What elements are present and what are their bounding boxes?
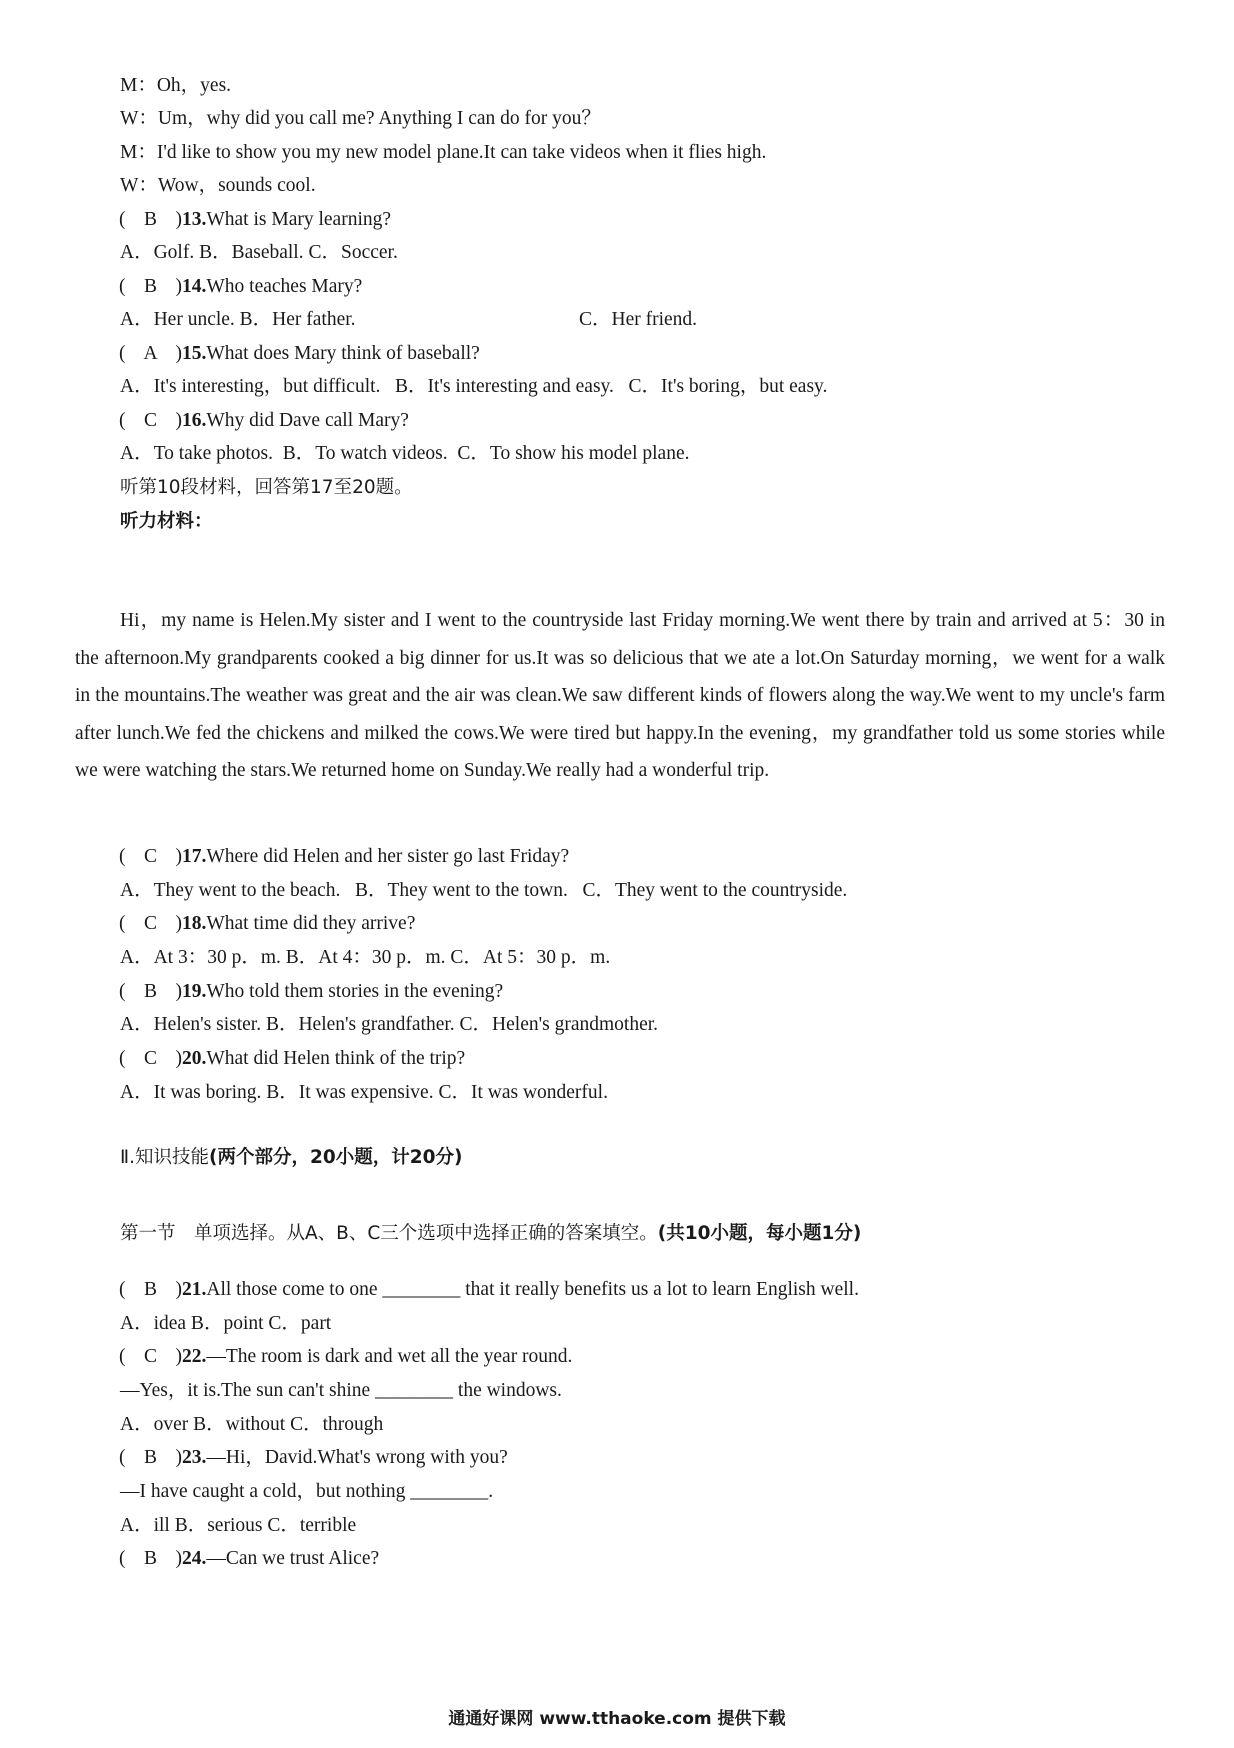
question-number: 13. [182,209,207,230]
question-23: ( B )23.—Hi，David.What's wrong with you? [119,1447,508,1468]
question-number: 23. [182,1447,207,1468]
question-15: ( A )15.What does Mary think of baseball? [119,343,480,364]
question-text: What does Mary think of baseball? [206,343,480,364]
listening-header: 听第10段材料，回答第17至20题。 [120,477,413,498]
question-text: All those come to one ________ that it really benefits us a lot to learn English well. [206,1279,859,1300]
options: A．It was boring. B．It was expensive. C．It was wonderful. [120,1082,608,1103]
question-14: ( B )14.Who teaches Mary? [119,276,363,297]
question-text: —Can we trust Alice? [206,1548,380,1569]
question-number: 17. [182,846,207,867]
question-number: 18. [182,913,207,934]
options: A．Golf. B．Baseball. C．Soccer. [120,242,398,263]
question-number: 16. [182,410,207,431]
page-footer: 通通好课网 www.tthaoke.com 提供下载 [448,1709,786,1729]
part2-title [120,1146,462,1170]
answer: C [143,1346,157,1367]
question-text: Where did Helen and her sister go last Friday? [206,846,570,867]
question-number: 24. [182,1548,207,1569]
question-text: What did Helen think of the trip? [206,1048,466,1069]
question-text: What time did they arrive? [206,913,416,934]
answer: C [143,846,157,867]
options: A．Her uncle. B．Her father. [120,309,356,330]
section-one-instructions [120,1222,861,1246]
reply: —Yes，it is.The sun can't shine ________ the windows. [120,1380,562,1401]
question-19: ( B )19.Who told them stories in the evening? [119,981,504,1002]
question-number: 14. [182,276,207,297]
question-number: 19. [182,981,207,1002]
question-18: ( C )18.What time did they arrive? [119,913,416,934]
question-16: ( C )16.Why did Dave call Mary? [119,410,409,431]
dialogue-line: M：I'd like to show you my new model plane.It can take videos when it flies high. [120,142,767,163]
options: A．idea B．point C．part [120,1313,332,1334]
dialogue-line: M：Oh，yes. [120,75,232,96]
listening-passage: Hi，my name is Helen.My sister and I went to the countryside last Friday morning.We went there by train and arrived at 5：30 in the afternoon.My grandparents cooked a big dinner for us.It was so delicious that we ate a lot.On Saturday morning，we went for a walk in the mountains.The weather was great and the air was clean.We saw different kinds of flowers along the way.We went to my uncle's farm after lunch.We fed the chickens and milked the cows.We were tired but happy.In the evening，my grandfather told us some stories while we were watching the stars.We returned home on Sunday.We really had a wonderful trip. [75,610,1165,782]
answer: A [143,343,158,364]
question-13: ( B )13.What is Mary learning? [119,209,392,230]
answer: B [143,209,157,230]
question-number: 15. [182,343,207,364]
question-text: Who told them stories in the evening? [206,981,504,1002]
answer: B [143,1548,157,1569]
question-20: ( C )20.What did Helen think of the trip? [119,1048,466,1069]
question-24: ( B )24.—Can we trust Alice? [119,1548,380,1569]
question-text: Why did Dave call Mary? [206,410,409,431]
answer: C [143,410,157,431]
options: A．over B．without C．through [120,1414,384,1435]
answer: C [143,913,157,934]
answer: B [143,981,157,1002]
answer: B [143,1279,157,1300]
dialogue-line: W：Um，why did you call me? Anything I can do for you？ [120,108,601,129]
question-text: Who teaches Mary? [206,276,363,297]
section-one-text: 第一节 单项选择。从A、B、C三个选项中选择正确的答案填空。 [120,1223,658,1244]
question-17: ( C )17.Where did Helen and her sister go last Friday? [119,846,570,867]
options: A．They went to the beach. B．They went to the town. C．They went to the countryside. [120,880,848,901]
options: A．It's interesting，but difficult. B．It's interesting and easy. C．It's boring，but easy. [120,376,828,397]
section-one-score: (共10小题，每小题1分) [657,1223,862,1244]
question-22: ( C )22.—The room is dark and wet all the year round. [119,1346,573,1367]
options: A．At 3：30 p．m. B．At 4：30 p．m. C．At 5：30 p．m. [120,947,611,968]
question-text: What is Mary learning? [206,209,392,230]
option-c: C．Her friend. [579,309,698,330]
reply: —I have caught a cold，but nothing ________. [120,1481,494,1502]
question-text: —Hi，David.What's wrong with you? [206,1447,508,1468]
question-number: 20. [182,1048,207,1069]
part2-title-main: Ⅱ.知识技能 [120,1147,209,1168]
answer: B [143,276,157,297]
answer: B [143,1447,157,1468]
question-number: 22. [182,1346,207,1367]
options: A．ill B．serious C．terrible [120,1515,357,1536]
question-21: ( B )21.All those come to one ________ that it really benefits us a lot to learn English well. [119,1279,859,1300]
answer: C [143,1048,157,1069]
question-number: 21. [182,1279,207,1300]
dialogue-line: W：Wow，sounds cool. [120,175,316,196]
options: A．Helen's sister. B．Helen's grandfather. C．Helen's grandmother. [120,1014,659,1035]
question-text: —The room is dark and wet all the year round. [206,1346,573,1367]
part2-title-score: (两个部分，20小题，计20分) [209,1147,463,1168]
listening-label: 听力材料： [120,511,213,532]
options: A．To take photos. B．To watch videos. C．To show his model plane. [120,443,690,464]
